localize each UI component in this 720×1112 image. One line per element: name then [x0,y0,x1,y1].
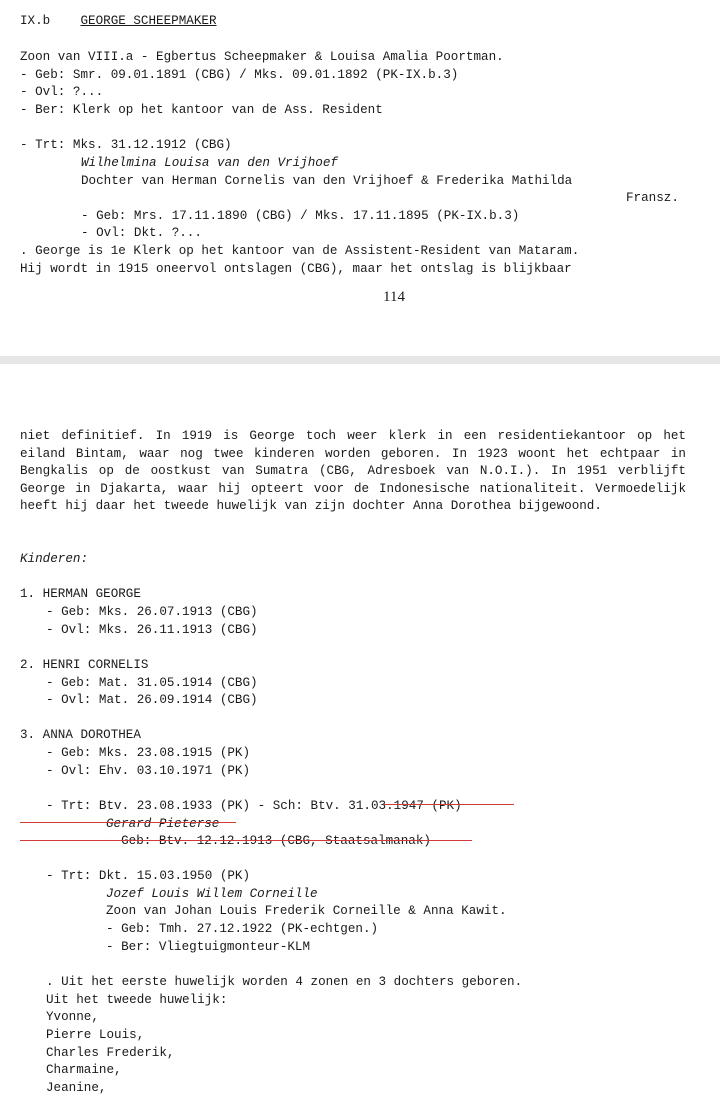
child-3-second-spouse: Jozef Louis Willem Corneille [106,887,318,901]
children-note-2: Uit het tweede huwelijk: [46,993,228,1007]
parents-line: Zoon van VIII.a - Egbertus Scheepmaker & Louisa Amalia Poortman. [20,50,504,64]
grandchild-name: Jeanine, [46,1081,107,1095]
page-number: 114 [383,289,405,305]
death-line: - Ovl: ?... [20,85,104,99]
note-line-2: Hij wordt in 1915 oneervol ontslagen (CBG), maar het ontslag is blijkbaar [20,262,572,276]
occupation-line: - Ber: Klerk op het kantoor van de Ass. Resident [20,103,383,117]
child-3-title: 3. ANNA DOROTHEA [20,728,141,742]
section-id: IX.b [20,14,51,28]
child-3-first-spouse: Gerard Pieterse [106,817,220,831]
child-3-birth: - Geb: Mks. 23.08.1915 (PK) [46,746,251,760]
strike-mark [384,804,514,805]
birth-line: - Geb: Smr. 09.01.1891 (CBG) / Mks. 09.01.1892 (PK-IX.b.3) [20,68,459,82]
marriage-line: - Trt: Mks. 31.12.1912 (CBG) [20,138,232,152]
strike-mark [20,822,236,823]
child-3-second-spouse-occupation: - Ber: Vliegtuigmonteur-KLM [106,940,311,954]
child-3-second-spouse-birth: - Geb: Tmh. 27.12.1922 (PK-echtgen.) [106,922,379,936]
child-3-first-marriage: - Trt: Btv. 23.08.1933 (PK) - Sch: Btv. 31.03.1947 (PK) [46,799,462,813]
spouse-death-line: - Ovl: Dkt. ?... [81,226,202,240]
grandchild-name: Pierre Louis, [46,1028,145,1042]
spouse-parents: Dochter van Herman Cornelis van den Vrijhoef & Frederika Mathilda [81,174,573,188]
child-3-second-marriage: - Trt: Dkt. 15.03.1950 (PK) [46,869,251,883]
child-1-death: - Ovl: Mks. 26.11.1913 (CBG) [46,623,258,637]
spouse-name: Wilhelmina Louisa van den Vrijhoef [81,156,338,170]
section-header [20,13,217,31]
grandchild-name: Charmaine, [46,1063,122,1077]
child-3-second-spouse-parents: Zoon van Johan Louis Frederik Corneille & Anna Kawit. [106,904,507,918]
spouse-parents-cont: Fransz. [626,191,679,205]
page-separator [0,356,720,364]
grandchild-name: Charles Frederik, [46,1046,175,1060]
spouse-birth-line: - Geb: Mrs. 17.11.1890 (CBG) / Mks. 17.11.1895 (PK-IX.b.3) [81,209,520,223]
section-name: GEORGE SCHEEPMAKER [80,14,217,28]
children-note-1: . Uit het eerste huwelijk worden 4 zonen en 3 dochters geboren. [46,975,523,989]
child-2-birth: - Geb: Mat. 31.05.1914 (CBG) [46,676,258,690]
biography-paragraph: niet definitief. In 1919 is George toch weer klerk in een residentiekantoor op het eiland Bintam, waar nog twee kinderen worden geboren. In 1923 woont het echtpaar in Bengkalis op de oostkust van Sumatra (CBG, Adresboek van N.O.I.). In 1951 verblijft George in Djakarta, waar hij opteert voor de Indonesische nationaliteit. Vermoedelijk heeft hij daar het tweede huwelijk van zijn dochter Anna Dorothea bijgewoond. [20,429,686,514]
grandchild-name: Yvonne, [46,1010,99,1024]
child-2-title: 2. HENRI CORNELIS [20,658,149,672]
child-3-death: - Ovl: Ehv. 03.10.1971 (PK) [46,764,251,778]
child-1-title: 1. HERMAN GEORGE [20,587,141,601]
child-3-first-spouse-birth: - Geb: Btv. 12.12.1913 (CBG, Staatsalmanak) [106,834,431,848]
note-line-1: . George is 1e Klerk op het kantoor van de Assistent-Resident van Mataram. [20,244,580,258]
strike-mark [20,840,472,841]
child-1-birth: - Geb: Mks. 26.07.1913 (CBG) [46,605,258,619]
child-2-death: - Ovl: Mat. 26.09.1914 (CBG) [46,693,258,707]
children-heading: Kinderen: [20,552,89,566]
